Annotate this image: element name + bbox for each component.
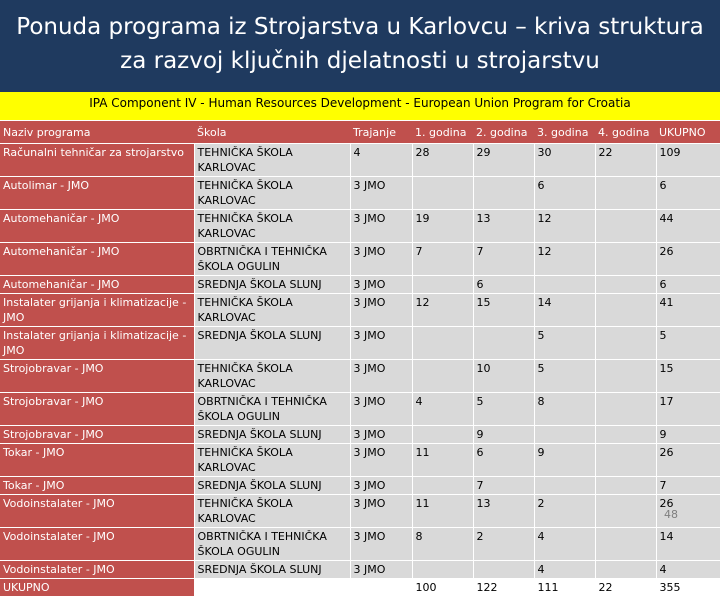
cell-school: TEHNIČKA ŠKOLA KARLOVAC: [194, 294, 350, 327]
table-row: [0, 294, 720, 327]
col-header-year2: 2. godina: [473, 121, 534, 144]
cell-duration: 3 JMO: [350, 426, 412, 444]
table-total-row: [0, 579, 720, 597]
cell-program: Strojobravar - JMO: [0, 393, 194, 426]
cell-program: Tokar - JMO: [0, 444, 194, 477]
table-row: [0, 243, 720, 276]
cell-year2: 6: [473, 444, 534, 477]
cell-year3: 14: [534, 294, 595, 327]
cell-program: Instalater grijanja i klimatizacije - JMO: [0, 327, 194, 360]
cell-program: Automehaničar - JMO: [0, 210, 194, 243]
cell-year3: 9: [534, 444, 595, 477]
cell-year3: [534, 477, 595, 495]
cell-year2: 122: [473, 579, 534, 597]
cell-year3: 30: [534, 144, 595, 177]
cell-school: SREDNJA ŠKOLA SLUNJ: [194, 477, 350, 495]
cell-year3: 5: [534, 327, 595, 360]
table-row: [0, 327, 720, 360]
table-row: [0, 177, 720, 210]
cell-total: 355: [656, 579, 720, 597]
cell-program: Strojobravar - JMO: [0, 426, 194, 444]
col-header-program: Naziv programa: [0, 121, 194, 144]
cell-program: Računalni tehničar za strojarstvo: [0, 144, 194, 177]
cell-year4: 22: [595, 579, 656, 597]
cell-duration: [350, 579, 412, 597]
cell-school: TEHNIČKA ŠKOLA KARLOVAC: [194, 360, 350, 393]
cell-duration: 3 JMO: [350, 327, 412, 360]
cell-year4: [595, 528, 656, 561]
cell-year1: 28: [412, 144, 473, 177]
cell-year2: 10: [473, 360, 534, 393]
cell-year2: 2: [473, 528, 534, 561]
cell-program: UKUPNO: [0, 579, 194, 597]
cell-duration: 3 JMO: [350, 177, 412, 210]
cell-school: TEHNIČKA ŠKOLA KARLOVAC: [194, 144, 350, 177]
table-row: [0, 444, 720, 477]
cell-program: Strojobravar - JMO: [0, 360, 194, 393]
cell-year1: 12: [412, 294, 473, 327]
cell-year3: 111: [534, 579, 595, 597]
cell-program: Instalater grijanja i klimatizacije - JMO: [0, 294, 194, 327]
table-row: [0, 528, 720, 561]
cell-school: SREDNJA ŠKOLA SLUNJ: [194, 561, 350, 579]
cell-year3: 2: [534, 495, 595, 528]
cell-year3: 8: [534, 393, 595, 426]
cell-year2: 7: [473, 477, 534, 495]
cell-total: 44: [656, 210, 720, 243]
title-line-1: Ponuda programa iz Strojarstva u Karlovcu – kriva struktura: [16, 14, 704, 40]
cell-total: 17: [656, 393, 720, 426]
cell-year1: 11: [412, 495, 473, 528]
cell-year3: 4: [534, 528, 595, 561]
cell-year1: [412, 426, 473, 444]
cell-duration: 3 JMO: [350, 294, 412, 327]
cell-program: Autolimar - JMO: [0, 177, 194, 210]
cell-year1: 100: [412, 579, 473, 597]
cell-year1: 11: [412, 444, 473, 477]
cell-school: SREDNJA ŠKOLA SLUNJ: [194, 327, 350, 360]
cell-year2: 29: [473, 144, 534, 177]
cell-total: 26: [656, 444, 720, 477]
cell-year1: [412, 477, 473, 495]
cell-year4: [595, 444, 656, 477]
cell-year2: 13: [473, 210, 534, 243]
cell-program: Tokar - JMO: [0, 477, 194, 495]
cell-year2: 5: [473, 393, 534, 426]
col-header-year1: 1. godina: [412, 121, 473, 144]
col-header-year4: 4. godina: [595, 121, 656, 144]
table-row: [0, 393, 720, 426]
col-header-year3: 3. godina: [534, 121, 595, 144]
cell-school: SREDNJA ŠKOLA SLUNJ: [194, 426, 350, 444]
cell-duration: 3 JMO: [350, 495, 412, 528]
cell-year4: [595, 495, 656, 528]
cell-year4: [595, 561, 656, 579]
cell-year1: [412, 276, 473, 294]
cell-school: [194, 579, 350, 597]
cell-total: 26: [656, 495, 720, 528]
page-number: 48: [664, 508, 678, 521]
table-row: [0, 495, 720, 528]
cell-year4: [595, 210, 656, 243]
col-header-school: Škola: [194, 121, 350, 144]
cell-school: SREDNJA ŠKOLA SLUNJ: [194, 276, 350, 294]
cell-year2: 15: [473, 294, 534, 327]
cell-school: TEHNIČKA ŠKOLA KARLOVAC: [194, 495, 350, 528]
cell-year1: [412, 177, 473, 210]
table-row: [0, 561, 720, 579]
cell-year4: [595, 393, 656, 426]
cell-duration: 3 JMO: [350, 393, 412, 426]
cell-total: 5: [656, 327, 720, 360]
cell-year2: [473, 327, 534, 360]
cell-year3: 12: [534, 243, 595, 276]
cell-year1: [412, 561, 473, 579]
cell-duration: 3 JMO: [350, 210, 412, 243]
table-row: [0, 144, 720, 177]
cell-program: Automehaničar - JMO: [0, 276, 194, 294]
cell-school: TEHNIČKA ŠKOLA KARLOVAC: [194, 444, 350, 477]
cell-year3: 4: [534, 561, 595, 579]
table-row: [0, 210, 720, 243]
cell-total: 7: [656, 477, 720, 495]
cell-total: 41: [656, 294, 720, 327]
table-row: [0, 477, 720, 495]
cell-year4: [595, 294, 656, 327]
table-row: [0, 360, 720, 393]
cell-year2: 9: [473, 426, 534, 444]
cell-year1: [412, 360, 473, 393]
slide-title: [0, 0, 720, 92]
cell-year1: [412, 327, 473, 360]
cell-total: 9: [656, 426, 720, 444]
cell-year1: 7: [412, 243, 473, 276]
cell-duration: 4: [350, 144, 412, 177]
cell-program: Vodoinstalater - JMO: [0, 528, 194, 561]
cell-year3: [534, 276, 595, 294]
table-row: [0, 276, 720, 294]
cell-year4: [595, 360, 656, 393]
cell-year3: 12: [534, 210, 595, 243]
cell-total: 14: [656, 528, 720, 561]
title-line-2: za razvoj ključnih djelatnosti u strojarstvu: [120, 48, 600, 74]
cell-duration: 3 JMO: [350, 360, 412, 393]
cell-school: TEHNIČKA ŠKOLA KARLOVAC: [194, 177, 350, 210]
cell-total: 6: [656, 276, 720, 294]
col-header-total: UKUPNO: [656, 121, 720, 144]
cell-duration: 3 JMO: [350, 276, 412, 294]
cell-year4: [595, 276, 656, 294]
cell-duration: 3 JMO: [350, 561, 412, 579]
cell-total: 6: [656, 177, 720, 210]
col-header-duration: Trajanje: [350, 121, 412, 144]
cell-year3: 6: [534, 177, 595, 210]
table-header-row: [0, 121, 720, 144]
table-row: [0, 426, 720, 444]
subtitle: IPA Component IV - Human Resources Development - European Union Program for Croatia: [89, 96, 631, 110]
cell-year1: 8: [412, 528, 473, 561]
cell-duration: 3 JMO: [350, 528, 412, 561]
cell-program: Automehaničar - JMO: [0, 243, 194, 276]
cell-year3: 5: [534, 360, 595, 393]
cell-total: 15: [656, 360, 720, 393]
cell-program: Vodoinstalater - JMO: [0, 561, 194, 579]
cell-program: Vodoinstalater - JMO: [0, 495, 194, 528]
cell-year2: 7: [473, 243, 534, 276]
cell-year2: [473, 177, 534, 210]
cell-school: OBRTNIČKA I TEHNIČKA ŠKOLA OGULIN: [194, 243, 350, 276]
cell-duration: 3 JMO: [350, 477, 412, 495]
cell-year1: 19: [412, 210, 473, 243]
cell-school: OBRTNIČKA I TEHNIČKA ŠKOLA OGULIN: [194, 528, 350, 561]
cell-year4: 22: [595, 144, 656, 177]
cell-total: 4: [656, 561, 720, 579]
cell-year1: 4: [412, 393, 473, 426]
cell-duration: 3 JMO: [350, 444, 412, 477]
cell-school: TEHNIČKA ŠKOLA KARLOVAC: [194, 210, 350, 243]
cell-year4: [595, 327, 656, 360]
cell-total: 109: [656, 144, 720, 177]
cell-year4: [595, 477, 656, 495]
programs-table: [0, 121, 720, 597]
cell-year2: [473, 561, 534, 579]
cell-year3: [534, 426, 595, 444]
cell-year4: [595, 243, 656, 276]
cell-year4: [595, 177, 656, 210]
cell-year2: 6: [473, 276, 534, 294]
cell-school: OBRTNIČKA I TEHNIČKA ŠKOLA OGULIN: [194, 393, 350, 426]
cell-year4: [595, 426, 656, 444]
cell-year2: 13: [473, 495, 534, 528]
cell-duration: 3 JMO: [350, 243, 412, 276]
cell-total: 26: [656, 243, 720, 276]
